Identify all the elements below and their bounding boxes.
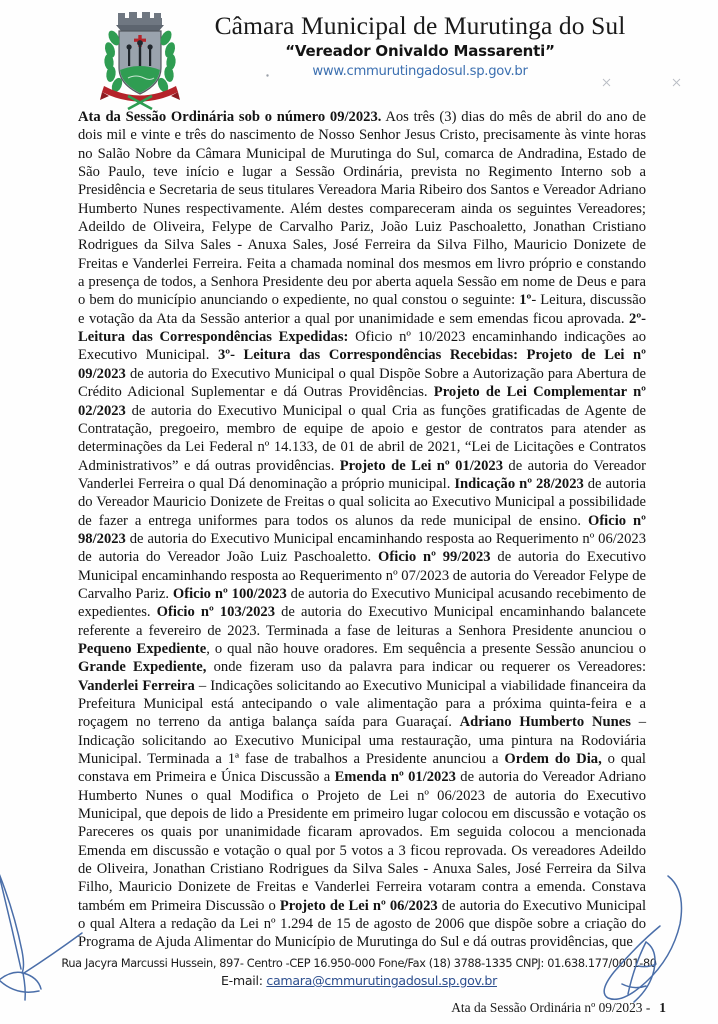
- emphasis-run: Indicação nº 28/2023: [454, 475, 584, 492]
- text-run: Oficio nº 10/2023 encaminhando indicações ao Executivo Municipal.: [78, 329, 646, 364]
- text-run: de autoria do Executivo Municipal encaminhando resposta ao Requerimento nº 06/2023 de autoria do Vereador João Luiz Paschoaletto.: [78, 530, 646, 566]
- text-run: de autoria do Executivo Municipal o qual Altera a redação da Lei nº 1.294 de 15 de agosto de 2006 que dispõe sobre a criação do Programa de Ajuda Alimentar do Município de Murutinga do Sul e dá outras providências, que: [78, 897, 647, 951]
- emphasis-run: Oficio nº 99/2023: [378, 549, 491, 566]
- page-number: 1: [659, 1000, 666, 1015]
- text-run: – Indicações solicitando ao Executivo Municipal a viabilidade financeira da Prefeitura Municipal está antecipando o vale alimentação para a próxima quinta-feira e a roçagem no terreno da antiga balança saída para Guaraçaí.: [78, 677, 646, 731]
- footer-email-address[interactable]: camara@cmmurutingadosul.sp.gov.br: [266, 973, 497, 988]
- header-text-block: [192, 6, 718, 79]
- emphasis-run: 1º: [519, 292, 532, 309]
- minutes-body-text: [78, 108, 646, 952]
- emphasis-run: Pequeno Expediente: [78, 640, 207, 657]
- emphasis-run: 3º- Leitura das Correspondências Recebidas: Projeto de Lei nº 09/2023: [78, 347, 646, 382]
- minutes-paragraph: [78, 108, 646, 952]
- emphasis-run: Emenda nº 01/2023: [334, 769, 456, 786]
- coat-of-arms-crest: [88, 6, 192, 110]
- document-footer: [0, 957, 718, 1016]
- emphasis-run: Projeto de Lei nº 06/2023: [279, 897, 438, 914]
- text-run: de autoria do Vereador Adriano Humberto Nunes o qual Modifica o Projeto de Lei nº 06/2023 de autoria do Executivo Municipal, que depois de lido a Presidente em primeiro lugar colocou em discussão e votação os Pareceres os quais por unanimidade ficaram aprovados. Em seguida colocou a mencionada Emenda em discussão e votação o qual por 5 votos a 3 ficou reprovada. Os vereadores Adeildo de Oliveira, Jonathan Cristiano Rodrigues da Silva Sales - Anuxa Sales, José Ferreira da Silva Filho, Mauricio Donizete de Freitas e Vanderlei Ferreira votaram contra a emenda. Constava também em Primeira Discussão o: [78, 769, 647, 914]
- text-run: de autoria do Vereador Mauricio Donizete de Freitas o qual solicita ao Executivo Municipal a possibilidade de fazer a entrega uniformes para todos os alunos da rede municipal de ensino.: [78, 475, 646, 529]
- document-header: [0, 0, 718, 104]
- footer-email-label: E-mail:: [221, 973, 263, 988]
- footer-document-reference: [0, 1000, 718, 1016]
- text-run: – Indicação solicitando ao Executivo Municipal uma restauração, uma pintura na Rodoviária Municipal. Terminada a 1ª fase de trabalhos a Presidente anunciou a: [78, 714, 646, 768]
- emphasis-run: Projeto de Lei nº 01/2023: [339, 457, 503, 474]
- text-run: de autoria do Executivo Municipal acusando recebimento de expedientes.: [78, 585, 646, 621]
- text-run: Aos três (3) dias do mês de abril do ano de dois mil e vinte e três do nascimento de Nosso Senhor Jesus Cristo, precisamente às vinte horas no Salão Nobre da Câmara Municipal de Murutinga do Sul, comarca de Andradina, Estado de São Paulo, teve início e lugar a Sessão Ordinária, prevista no Regimento Interno sob a Presidência e Secretaria de seus titulares Vereadora Maria Ribeiro dos Santos e Vereador Adriano Humberto Nunes respectivamente. Além destes compareceram ainda os seguintes Vereadores; Adeildo de Oliveira, Felype de Carvalho Pariz, João Luiz Paschoaletto, Jonathan Cristiano Rodrigues da Silva Sales - Anuxa Sales, José Ferreira da Silva Filho, Mauricio Donizete de Freitas e Vanderlei Ferreira. Feita a chamada nominal dos mesmos em livro próprio e constando a presença de todos, a Senhora Presidente deu por aberta aquela Sessão em nome de Deus e para o bem do município anunciando o expediente, no qual constou o seguinte:: [78, 109, 647, 309]
- scan-speck-icon: [672, 78, 681, 87]
- emphasis-run: Vanderlei Ferreira: [78, 677, 195, 694]
- page-title: Câmara Municipal de Murutinga do Sul: [214, 11, 626, 40]
- emphasis-run: Ata da Sessão Ordinária sob o número 09/2023.: [78, 109, 382, 125]
- website-link[interactable]: www.cmmurutingadosul.sp.gov.br: [312, 63, 528, 79]
- text-run: onde fizeram uso da palavra para indicar ou requerer os Vereadores:: [206, 659, 647, 676]
- page-subtitle: “Vereador Onivaldo Massarenti”: [285, 41, 555, 60]
- emphasis-run: Oficio nº 100/2023: [172, 585, 287, 602]
- emphasis-run: Grande Expediente,: [78, 659, 207, 676]
- emphasis-run: 2º- Leitura das Correspondências Expedidas:: [78, 310, 646, 346]
- emphasis-run: Ordem do Dia,: [504, 751, 602, 768]
- text-run: de autoria do Vereador Vanderlei Ferreira o qual Dá denominação a próprio municipal.: [78, 457, 646, 492]
- text-run: de autoria do Executivo Municipal encaminhando resposta ao Requerimento nº 07/2023 de autoria do Vereador Felype de Carvalho Pariz.: [78, 549, 646, 602]
- text-run: o qual constava em Primeira e Única Discussão a: [78, 751, 646, 786]
- text-run: de autoria do Executivo Municipal o qual Cria as funções gratificadas de Agente de Contratação, pregoeiro, membro de equipe de apoio e gestor de contratos para atender as determinações da Lei Federal nº 14.133, de 01 de abril de 2021, “Lei de Licitações e Contratos Administrativos” e dá outras providências.: [78, 402, 646, 474]
- footer-email-line: [0, 973, 718, 988]
- crest-icon: [92, 10, 188, 110]
- emphasis-run: Projeto de Lei Complementar nº 02/2023: [78, 384, 646, 419]
- emphasis-run: Adriano Humberto Nunes: [459, 714, 631, 731]
- emphasis-run: Oficio nº 103/2023: [156, 604, 276, 621]
- text-run: , o qual não houve oradores. Em sequência a presente Sessão anunciou o: [206, 640, 646, 657]
- footer-address: Rua Jacyra Marcussi Hussein, 897- Centro -CEP 16.950-000 Fone/Fax (18) 3788-1335 CNPJ: 01.638.177/0001-80: [61, 957, 657, 970]
- scan-speck-icon: [602, 78, 611, 87]
- text-run: de autoria do Executivo Municipal o qual Dispõe Sobre a Autorização para Abertura de Crédito Adicional Suplementar e dá Outras Providências.: [78, 365, 646, 401]
- text-run: - Leitura, discussão e votação da Ata da Sessão anterior a qual por unanimidade e sem emendas ficou aprovada.: [78, 292, 646, 327]
- text-run: de autoria do Executivo Municipal encaminhando balancete referente a fevereiro de 2023. Terminada a fase de leituras a Senhora Presidente anunciou o: [78, 604, 646, 639]
- emphasis-run: Oficio nº 98/2023: [78, 512, 646, 547]
- footer-reference-text: Ata da Sessão Ordinária nº 09/2023 -: [451, 1000, 651, 1015]
